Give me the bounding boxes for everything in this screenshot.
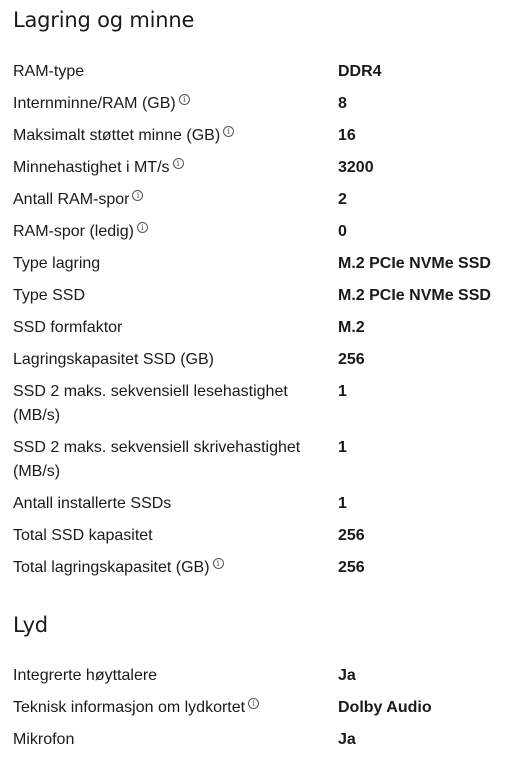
- spec-value: 8: [338, 95, 347, 112]
- spec-value: 0: [338, 223, 347, 240]
- info-icon[interactable]: i: [137, 222, 148, 233]
- spec-value: Ja: [338, 731, 356, 748]
- info-icon[interactable]: i: [248, 698, 259, 709]
- spec-value: 256: [338, 351, 365, 368]
- spec-value: 256: [338, 527, 365, 544]
- spec-value: M.2 PCIe NVMe SSD: [338, 255, 491, 272]
- section-title-audio: Lyd: [13, 613, 48, 637]
- spec-label: Total lagringskapasitet (GB) i: [13, 556, 318, 580]
- spec-label: SSD formfaktor: [13, 319, 123, 336]
- spec-value: 256: [338, 559, 365, 576]
- spec-value: Dolby Audio: [338, 699, 432, 716]
- info-icon[interactable]: i: [179, 94, 190, 105]
- spec-label: Integrerte høyttalere: [13, 667, 158, 684]
- info-icon[interactable]: i: [223, 126, 234, 137]
- info-icon[interactable]: i: [173, 158, 184, 169]
- spec-value: 1: [338, 439, 347, 456]
- spec-value: 1: [338, 495, 347, 512]
- spec-value: 1: [338, 383, 347, 400]
- spec-label: Minnehastighet i MT/s i: [13, 156, 318, 180]
- spec-value: 16: [338, 127, 356, 144]
- spec-label: Total SSD kapasitet: [13, 527, 153, 544]
- spec-label: Type lagring: [13, 255, 101, 272]
- spec-label: Maksimalt støttet minne (GB) i: [13, 124, 318, 148]
- spec-label: RAM-type: [13, 63, 85, 80]
- section-title-storage: Lagring og minne: [13, 8, 195, 32]
- spec-value: 2: [338, 191, 347, 208]
- spec-value: 3200: [338, 159, 374, 176]
- spec-label: SSD 2 maks. sekvensiell lesehastighet (MB/s): [13, 383, 288, 424]
- spec-label: Internminne/RAM (GB) i: [13, 92, 318, 116]
- spec-value: DDR4: [338, 63, 382, 80]
- spec-label: Teknisk informasjon om lydkortet i: [13, 696, 318, 720]
- spec-label: Mikrofon: [13, 731, 75, 748]
- spec-label: Antall installerte SSDs: [13, 495, 172, 512]
- spec-value: M.2 PCIe NVMe SSD: [338, 287, 491, 304]
- spec-label: Lagringskapasitet SSD (GB): [13, 351, 214, 368]
- spec-label: RAM-spor (ledig) i: [13, 220, 318, 244]
- info-icon[interactable]: i: [132, 190, 143, 201]
- spec-value: M.2: [338, 319, 365, 336]
- spec-label: Type SSD: [13, 287, 86, 304]
- spec-label: Antall RAM-spor i: [13, 188, 318, 212]
- spec-label: SSD 2 maks. sekvensiell skrivehastighet (MB/s): [13, 439, 301, 480]
- info-icon[interactable]: i: [213, 558, 224, 569]
- spec-value: Ja: [338, 667, 356, 684]
